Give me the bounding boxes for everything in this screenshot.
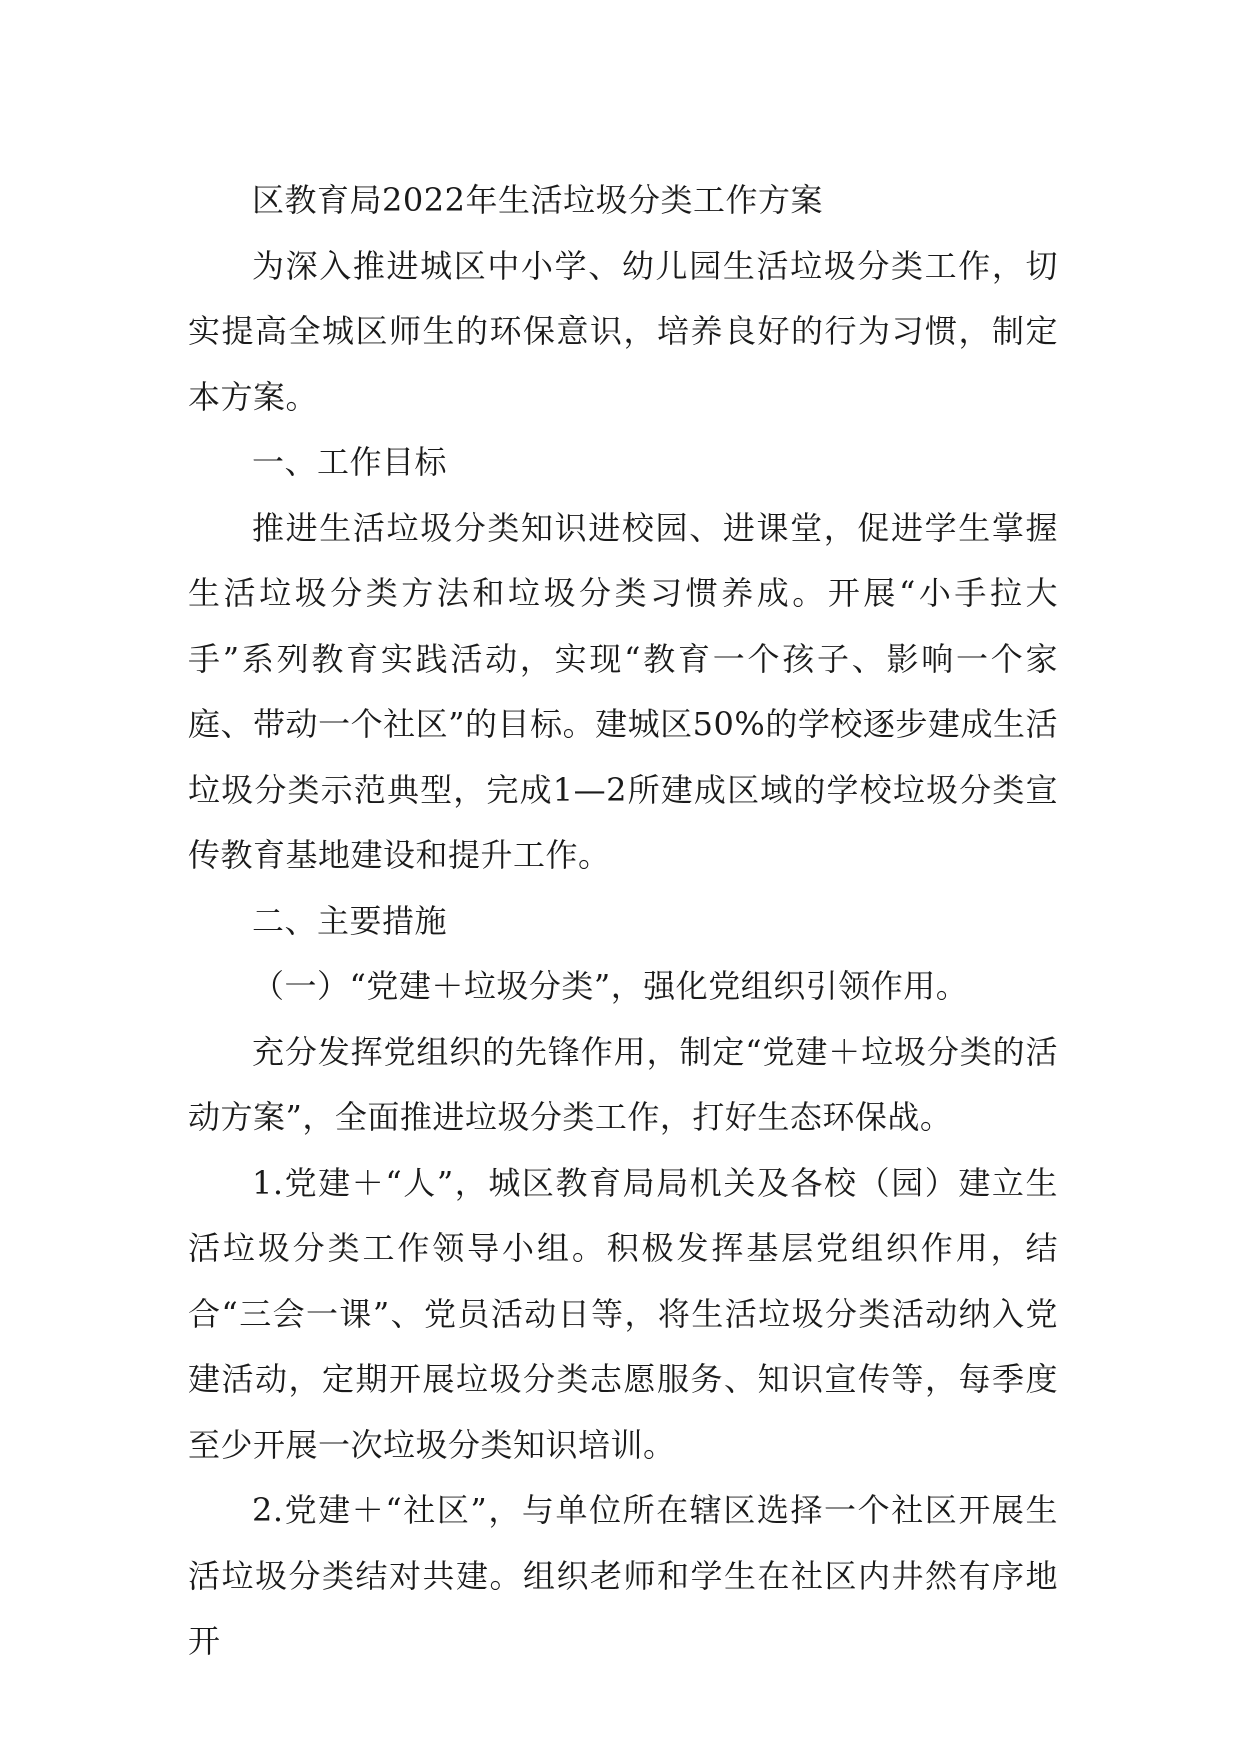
document-title: 区教育局2022年生活垃圾分类工作方案 [252, 181, 823, 219]
item-1-paragraph: 1.党建＋“人”，城区教育局局机关及各校（园）建立生活垃圾分类工作领导小组。积极发挥基层党组织作用，结合“三会一课”、党员活动日等，将生活垃圾分类活动纳入党建活动，定期开展垃圾分类志愿服务、知识宣传等，每季度至少开展一次垃圾分类知识培训。 [188, 1163, 1058, 1464]
party-building-paragraph: 充分发挥党组织的先锋作用，制定“党建＋垃圾分类的活动方案”，全面推进垃圾分类工作，打好生态环保战。 [188, 1032, 1058, 1136]
intro-paragraph: 为深入推进城区中小学、幼儿园生活垃圾分类工作，切实提高全城区师生的环保意识，培养良好的行为习惯，制定本方案。 [188, 246, 1058, 416]
goals-paragraph: 推进生活垃圾分类知识进校园、进课堂，促进学生掌握生活垃圾分类方法和垃圾分类习惯养成。开展“小手拉大手”系列教育实践活动，实现“教育一个孩子、影响一个家庭、带动一个社区”的目标。建城区50%的学校逐步建成生活垃圾分类示范典型，完成1—2所建成区域的学校垃圾分类宣传教育基地建设和提升工作。 [188, 508, 1058, 874]
subsection-heading-party-building: （一）“党建＋垃圾分类”，强化党组织引领作用。 [252, 967, 969, 1005]
document-page [188, 168, 1058, 1675]
section-heading-measures: 二、主要措施 [252, 901, 448, 940]
item-2-paragraph: 2.党建＋“社区”，与单位所在辖区选择一个社区开展生活垃圾分类结对共建。组织老师和学生在社区内井然有序地开 [188, 1491, 1058, 1660]
section-heading-goals: 一、工作目标 [252, 443, 448, 481]
